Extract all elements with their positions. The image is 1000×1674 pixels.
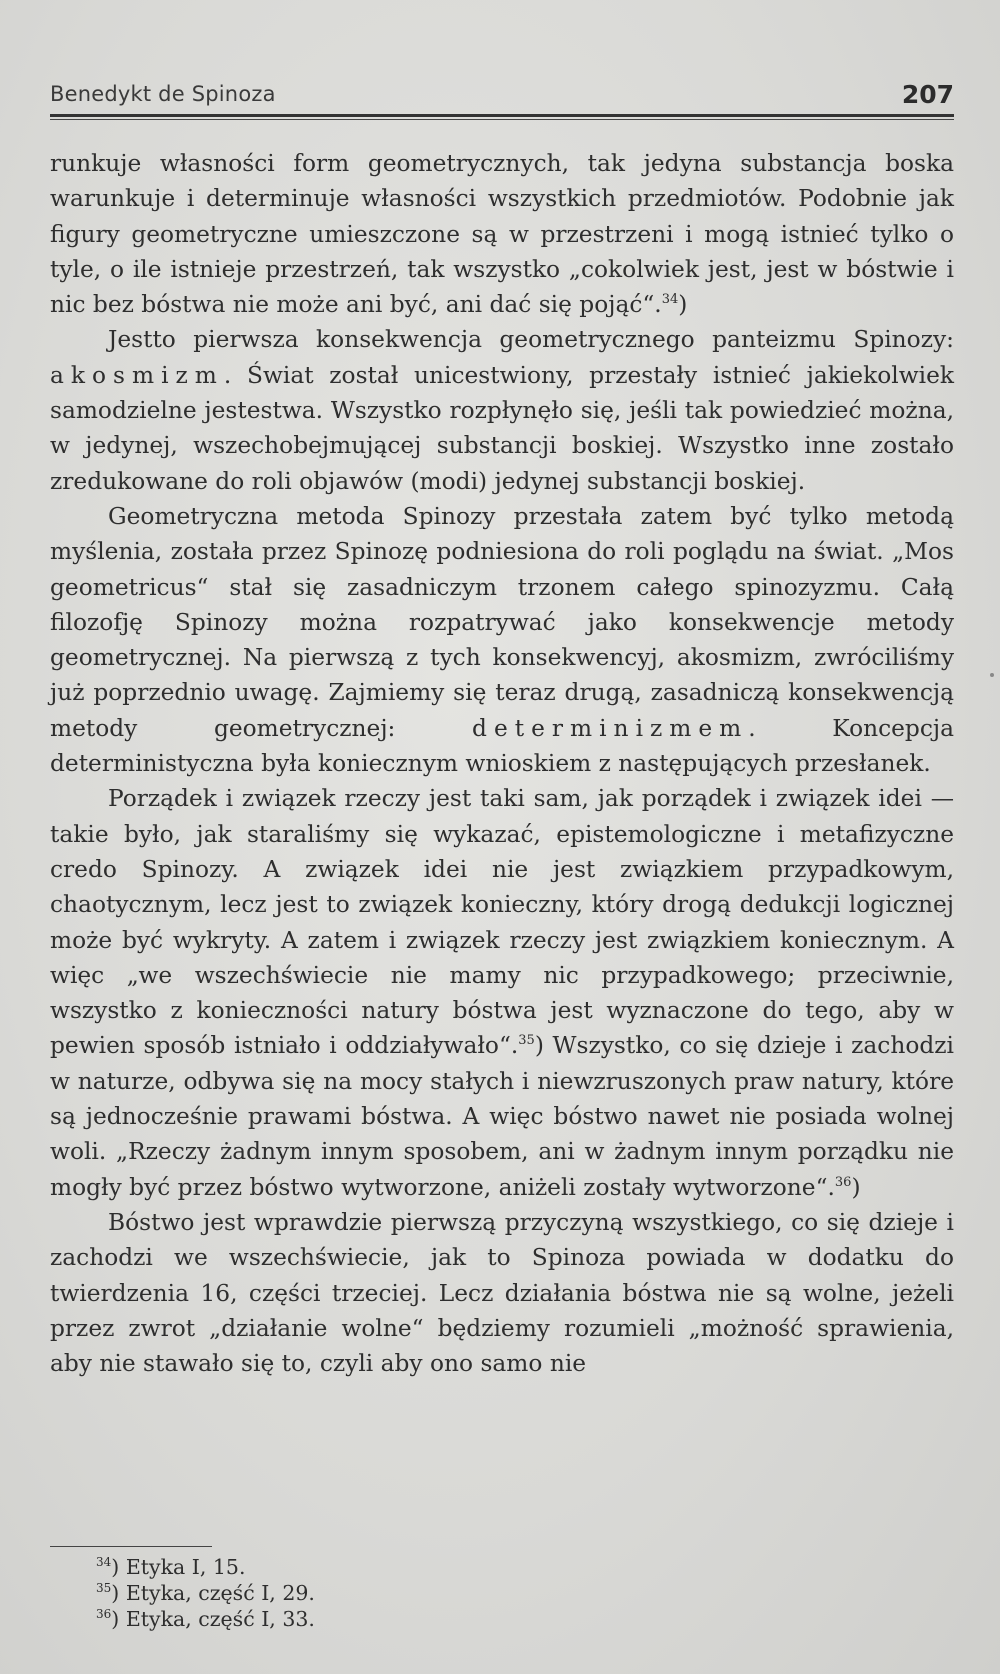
paragraph-2-text-a: Jestto pierwsza konsekwencja geometrycznego panteizmu Spinozy: [108, 326, 954, 354]
footnote-text: Etyka, część I, 33. [125, 1607, 315, 1631]
paragraph-4 [50, 781, 954, 1205]
header-rule [50, 114, 954, 117]
running-title: Benedykt de Spinoza [50, 82, 276, 106]
footnotes [96, 1554, 596, 1632]
spaced-term-akosmizm: akosmizm [50, 361, 224, 389]
paragraph-3-text-a: Geometryczna metoda Spinozy przestała zatem być tylko metodą myślenia, została przez Spinozę podniesiona do roli poglądu na świat. „Mos geometricus“ stał się zasadniczym trzonem całego spinozyzmu. Całą filozofję Spinozy można rozpatrywać jako konsekwencje metody geometrycznej. Na pierwszą z tych konsekwencyj, akosmizm, zwróciliśmy już poprzednio uwagę. Zajmiemy się teraz drugą, zasadniczą konsekwencją metody geometrycznej: [50, 502, 954, 742]
footnote-text: Etyka I, 15. [125, 1555, 246, 1579]
footnote-paren: ) [111, 1555, 120, 1579]
footnote-ref-35: 35 [518, 1033, 535, 1049]
paragraph-3-text-b: . Koncepcja deterministyczna była koniecznym wnioskiem z następujących przesłanek. [50, 714, 955, 778]
footnote-rule [50, 1546, 212, 1547]
footnote-ref-34: 34 [661, 292, 679, 308]
footnote-number: 36 [96, 1607, 112, 1621]
paragraph-1-text: runkuje własności form geometrycznych, tak jedyna substancja boska warunkuje i determinuje własności wszystkich przedmiotów. Podobnie jak figury geometryczne umieszczone są w przestrzeni i mogą istnieć tylko o tyle, o ile istnieje przestrzeń, tak wszystko „cokolwiek jest, jest w bóstwie i nic bez bóstwa nie może ani być, ani dać się pojąć“. [50, 150, 954, 319]
paragraph-5 [50, 1205, 954, 1381]
footnote-item [96, 1554, 596, 1580]
paragraph-5-text: Bóstwo jest wprawdzie pierwszą przyczyną wszystkiego, co się dzieje i zachodzi we wszechświecie, jak to Spinoza powiada w dodatku do twierdzenia 16, części trzeciej. Lecz działania bóstwa nie są wolne, jeżeli przez zwrot „działanie wolne“ będziemy rozumieli „możność sprawienia, aby nie stawało się to, czyli aby ono samo nie [50, 1208, 954, 1378]
footnote-item [96, 1606, 596, 1632]
footnote-text: Etyka, część I, 29. [125, 1581, 315, 1605]
footnote-paren: ) [111, 1607, 120, 1631]
paragraph-3 [50, 499, 954, 781]
footnote-ref-36: 36 [834, 1174, 852, 1190]
footnote-number: 35 [96, 1581, 112, 1595]
paragraph-4-text-b: ) Wszystko, co się dzieje i zachodzi w naturze, odbywa się na mocy stałych i niewzruszonych praw natury, które są jednocześnie prawami bóstwa. A więc bóstwo nawet nie posiada wolnej woli. „Rzeczy żadnym innym sposobem, ani w żadnym innym porządku nie mogły być przez bóstwo wytworzone, aniżeli zostały wytworzone“. [50, 1032, 954, 1201]
spaced-term-determinizmem: determinizmem [472, 714, 749, 742]
paragraph-2-text-b: . Świat został unicestwiony, przestały istnieć jakiekolwiek samodzielne jestestwa. Wszystko rozpłynęło się, jeśli tak powiedzieć można, w jedynej, wszechobejmującej substancji boskiej. Wszystko inne zostało zredukowane do roli objawów (modi) jedynej substancji boskiej. [50, 361, 954, 495]
paragraph-4-text-c: ) [851, 1173, 861, 1201]
paragraph-4-text-a: Porządek i związek rzeczy jest taki sam, jak porządek i związek idei — takie było, jak staraliśmy się wykazać, epistemologiczne i metafizyczne credo Spinozy. A związek idei nie jest związkiem przypadkowym, chaotycznym, lecz jest to związek konieczny, który drogą dedukcji logicznej może być wykryty. A zatem i związek rzeczy jest związkiem koniecznym. A więc „we wszechświecie nie mamy nic przypadkowego; przeciwnie, wszystko z konieczności natury bóstwa jest wyznaczone do tego, aby w pewien sposób istniało i oddziaływało“. [50, 785, 954, 1060]
paragraph-2 [50, 322, 954, 498]
page-number: 207 [901, 80, 954, 109]
footnote-ref-paren: ) [678, 291, 688, 319]
paper-speck [990, 673, 994, 677]
body-text [50, 146, 954, 1381]
paragraph-1 [50, 146, 954, 322]
footnote-paren: ) [111, 1581, 120, 1605]
footnote-item [96, 1580, 596, 1606]
footnote-number: 34 [96, 1555, 112, 1569]
page-header [50, 78, 954, 112]
